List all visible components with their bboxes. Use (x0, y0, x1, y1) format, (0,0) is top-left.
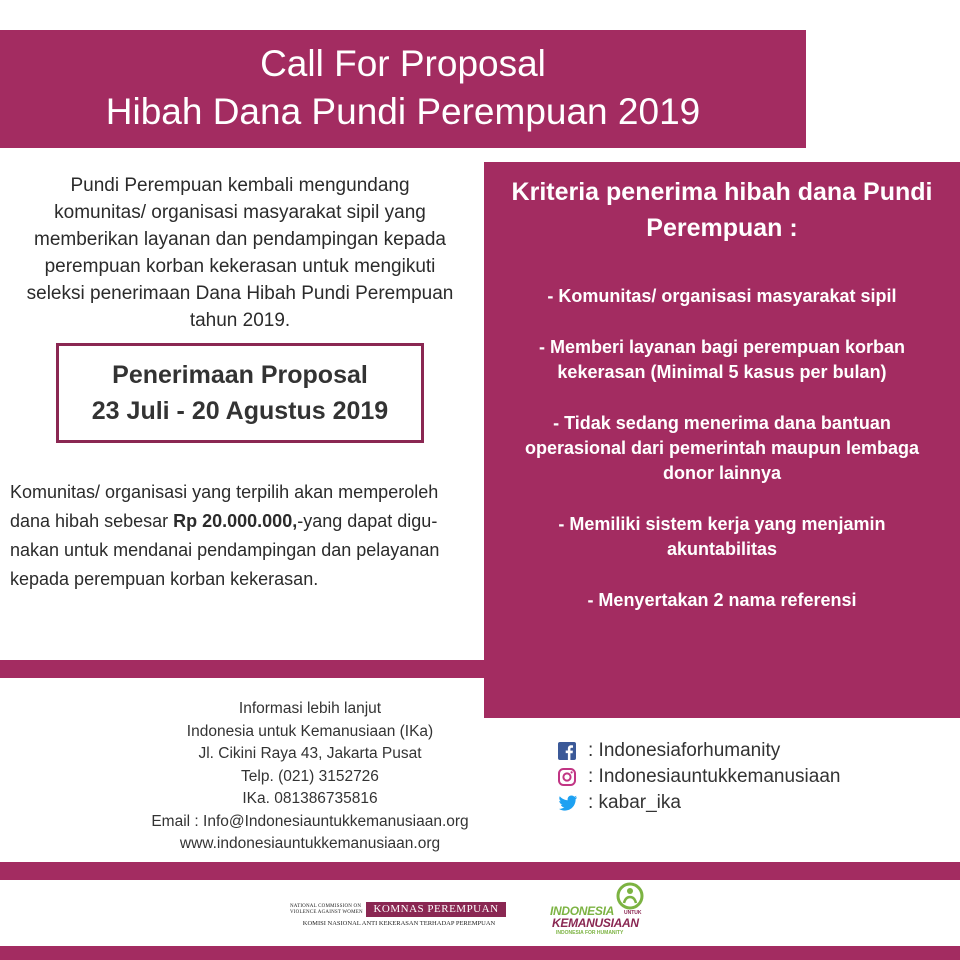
divider-band-bottom (0, 862, 960, 880)
contact-email: Email : Info@Indonesiauntukkemanusiaan.org (151, 812, 469, 830)
komnas-name: KOMNAS PEREMPUAN (366, 902, 506, 917)
ika-figure-icon (616, 882, 644, 910)
divider-band-left (0, 660, 484, 678)
intro-line: seleksi penerimaan Dana Hibah Pundi Perempuan (26, 283, 454, 304)
intro-line: komunitas/ organisasi masyarakat sipil yang (54, 202, 426, 223)
footer-band (0, 946, 960, 960)
title-banner (0, 30, 806, 148)
criteria-item: - Tidak sedang menerima dana bantuan operasional dari pemerintah maupun lembaga donor lainnya (524, 413, 920, 483)
twitter-handle: : kabar_ika (588, 792, 681, 813)
funding-line (10, 507, 480, 536)
social-twitter (558, 790, 840, 816)
intro-line: memberikan layanan dan pendampingan kepada (34, 229, 446, 250)
funding-prefix: dana hibah sebesar (10, 511, 174, 531)
facebook-icon (558, 742, 578, 760)
criteria-item: - Memberi layanan bagi perempuan korban kekerasan (Minimal 5 kasus per bulan) (538, 337, 906, 382)
title-line-2: Hibah Dana Pundi Perempuan 2019 (105, 91, 701, 132)
title-line-1: Call For Proposal (260, 43, 546, 84)
instagram-icon (558, 768, 578, 786)
contact-website: www.indonesiauntukkemanusiaan.org (179, 835, 441, 852)
criteria-item: - Memiliki sistem kerja yang menjamin akuntabilitas (558, 514, 886, 559)
contact-phone: Telp. (021) 3152726 (241, 767, 379, 785)
komnas-full-name: KOMISI NASIONAL ANTI KEKERASAN TERHADAP PEREMPUAN (302, 920, 496, 927)
intro-line: perempuan korban kekerasan untuk mengikuti (44, 256, 436, 277)
criteria-item: - Menyertakan 2 nama referensi (587, 590, 857, 610)
intro-line: tahun 2019. (189, 310, 291, 331)
funding-line: Komunitas/ organisasi yang terpilih akan memperoleh (10, 482, 439, 502)
criteria-panel (484, 162, 960, 718)
social-instagram (558, 764, 840, 790)
funding-line: kepada perempuan korban kekerasan. (10, 569, 319, 589)
ika-word-indonesia: INDONESIA (550, 904, 614, 918)
contact-org: Indonesia untuk Kemanusiaan (IKa) (186, 722, 434, 740)
social-facebook (558, 738, 840, 764)
criteria-title: Kriteria penerima hibah dana Pundi Perempuan : (511, 178, 933, 242)
proposal-dates: 23 Juli - 20 Agustus 2019 (91, 397, 389, 425)
proposal-heading: Penerimaan Proposal (112, 361, 368, 389)
ika-tagline: INDONESIA FOR HUMANITY (556, 930, 624, 936)
contact-ika-phone: IKa. 081386735816 (242, 790, 378, 807)
ika-word-kemanusiaan: KEMANUSIAAN (552, 916, 639, 930)
facebook-handle: : Indonesiaforhumanity (588, 740, 781, 761)
intro-line: Pundi Perempuan kembali mengundang (70, 175, 410, 196)
ika-logo (548, 880, 658, 936)
criteria-list (484, 284, 960, 613)
komnas-english-name: NATIONAL COMMISSION ON VIOLENCE AGAINST WOMEN (290, 904, 363, 915)
contact-info (130, 698, 490, 856)
twitter-icon (558, 794, 578, 812)
funding-amount: Rp 20.000.000, (173, 511, 298, 531)
funding-text (10, 478, 480, 594)
funding-line: nakan untuk mendanai pendampingan dan pelayanan (10, 540, 440, 560)
criteria-item: - Komunitas/ organisasi masyarakat sipil (547, 286, 897, 306)
komnas-perempuan-logo (290, 902, 510, 930)
ika-word-untuk: UNTUK (624, 910, 642, 916)
contact-heading: Informasi lebih lanjut (238, 700, 382, 717)
funding-suffix: -yang dapat digu- (297, 511, 438, 531)
instagram-handle: : Indonesiauntukkemanusiaan (588, 766, 841, 787)
intro-text (10, 172, 470, 334)
proposal-date-box (56, 343, 424, 443)
contact-address: Jl. Cikini Raya 43, Jakarta Pusat (198, 745, 422, 762)
social-links (558, 738, 840, 816)
